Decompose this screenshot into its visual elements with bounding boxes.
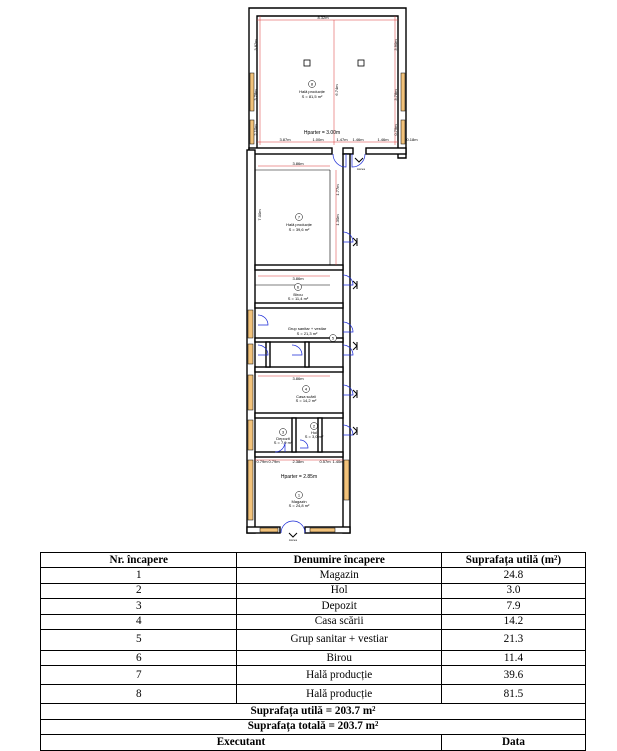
header-room-name: Denumire încapere <box>237 553 441 568</box>
walls <box>247 8 406 533</box>
table-header-row <box>41 553 586 568</box>
table-row <box>41 650 586 665</box>
dim-row-5: 1.46m <box>377 137 389 142</box>
dim-hall-height: 6.74m <box>334 84 339 96</box>
row-name: Grup sanitar + vestiar <box>237 629 441 650</box>
table-row <box>41 599 586 614</box>
room-2-name: Hol <box>310 430 318 435</box>
dim-left-3: 2.15m <box>253 124 258 136</box>
row-area: 14.2 <box>441 614 585 629</box>
column-marker <box>304 60 310 66</box>
room-1-num: 1 <box>297 492 301 498</box>
dim-shop-2: 0.79m <box>268 459 280 464</box>
room-7-name: Hală producție <box>286 222 312 227</box>
row-nr: 6 <box>41 650 237 665</box>
dim-room6-width: 3.86m <box>292 276 304 281</box>
dim-corr-1: 1.77m <box>335 184 340 196</box>
dim-left-1: 3.82m <box>253 39 258 51</box>
dim-room7-width: 3.86m <box>292 161 304 166</box>
row-nr: 1 <box>41 568 237 583</box>
room-8-num: 8 <box>310 81 314 87</box>
row-area: 39.6 <box>441 666 585 685</box>
dim-top-width: 8.32m <box>317 15 329 20</box>
height-label-lower: Hparter = 2.85m <box>280 474 318 480</box>
dim-right-1: 3.90m <box>393 39 398 51</box>
room-8-name: Hală producție <box>299 89 325 94</box>
row-nr: 3 <box>41 599 237 614</box>
total-total: Suprafața totală = 203.7 m² <box>41 719 586 734</box>
room-6-area: S = 11,4 m² <box>287 296 309 301</box>
room-1-name: Magazin <box>291 499 307 504</box>
table-row <box>41 614 586 629</box>
access-label-lower: Acces <box>288 538 298 542</box>
room-4-name: Casa scării <box>296 394 316 399</box>
row-nr: 5 <box>41 629 237 650</box>
table-row <box>41 685 586 704</box>
total-total-row <box>41 719 586 734</box>
row-name: Depozit <box>237 599 441 614</box>
room-6-num: 6 <box>296 284 300 290</box>
room-1 <box>289 492 310 509</box>
dim-shop-3: 2.38m <box>292 459 304 464</box>
dim-right-3: 0.79m <box>393 124 398 136</box>
row-area: 11.4 <box>441 650 585 665</box>
access-label-upper: Acces <box>356 167 366 171</box>
room-7 <box>286 214 313 233</box>
row-area: 21.3 <box>441 629 585 650</box>
dim-shop-1: 0.79m <box>256 459 268 464</box>
dim-room4-width: 3.86m <box>292 376 304 381</box>
row-name: Magazin <box>237 568 441 583</box>
room-5-num: 5 <box>331 335 335 341</box>
height-label-upper: Hparter = 3.00m <box>303 130 341 136</box>
total-util: Suprafața utilă = 203.7 m² <box>41 704 586 719</box>
row-name: Birou <box>237 650 441 665</box>
room-5-area: S = 21,3 m² <box>296 331 318 336</box>
row-area: 7.9 <box>441 599 585 614</box>
row-name: Casa scării <box>237 614 441 629</box>
room-2-area: S = 3,0 m² <box>304 434 324 439</box>
row-nr: 7 <box>41 666 237 685</box>
footer-row <box>41 735 586 750</box>
dim-row-1: 3.87m <box>279 137 291 142</box>
dim-left-2: 3.78m <box>253 89 258 101</box>
room-6-name: Birou <box>293 292 303 297</box>
column-marker <box>358 60 364 66</box>
room-4-num: 4 <box>304 386 308 392</box>
row-area: 81.5 <box>441 685 585 704</box>
dim-row-6: 0.18m <box>406 137 418 142</box>
dim-room7-height: 7.00m <box>257 209 262 221</box>
dim-right-2: 3.78m <box>393 89 398 101</box>
room-7-num: 7 <box>297 214 301 220</box>
room-3 <box>274 429 293 446</box>
room-1-area: S = 24,8 m² <box>288 503 310 508</box>
table-row <box>41 583 586 598</box>
room-3-num: 3 <box>281 429 285 435</box>
footer-executant: Executant <box>41 735 442 750</box>
dim-row-2: 1.00m <box>312 137 324 142</box>
room-3-area: S = 7,9 m² <box>273 440 293 445</box>
room-4-area: S = 14,2 m² <box>295 398 317 403</box>
dimension-lines <box>255 16 398 460</box>
dim-row-4: 1.46m <box>352 137 364 142</box>
row-area: 3.0 <box>441 583 585 598</box>
room-7-area: S = 39,6 m² <box>288 227 310 232</box>
row-name: Hol <box>237 583 441 598</box>
room-2-num: 2 <box>312 423 316 429</box>
dimension-labels <box>253 15 418 464</box>
row-nr: 4 <box>41 614 237 629</box>
room-8 <box>299 81 326 100</box>
footer-date: Data <box>441 735 585 750</box>
room-area-table <box>40 552 586 751</box>
row-name: Hală producție <box>237 666 441 685</box>
row-name: Hală producție <box>237 685 441 704</box>
header-area: Suprafața utilă (m²) <box>441 553 585 568</box>
room-5-name: Grup sanitar + vestiar <box>287 326 327 331</box>
room-3-name: Depozit <box>276 436 290 441</box>
dim-shop-4: 0.57m <box>319 459 331 464</box>
room-8-area: S = 81,5 m² <box>301 94 323 99</box>
dim-row-3: 1.47m <box>336 137 348 142</box>
dim-corr-2: 1.30m <box>335 214 340 226</box>
row-area: 24.8 <box>441 568 585 583</box>
room-6 <box>288 284 309 302</box>
dim-shop-5: 1.40m <box>332 459 344 464</box>
room-4 <box>296 386 317 404</box>
row-nr: 8 <box>41 685 237 704</box>
table-row <box>41 666 586 685</box>
row-nr: 2 <box>41 583 237 598</box>
table-row <box>41 568 586 583</box>
table-row <box>41 629 586 650</box>
header-room-number: Nr. încapere <box>41 553 237 568</box>
total-util-row <box>41 704 586 719</box>
